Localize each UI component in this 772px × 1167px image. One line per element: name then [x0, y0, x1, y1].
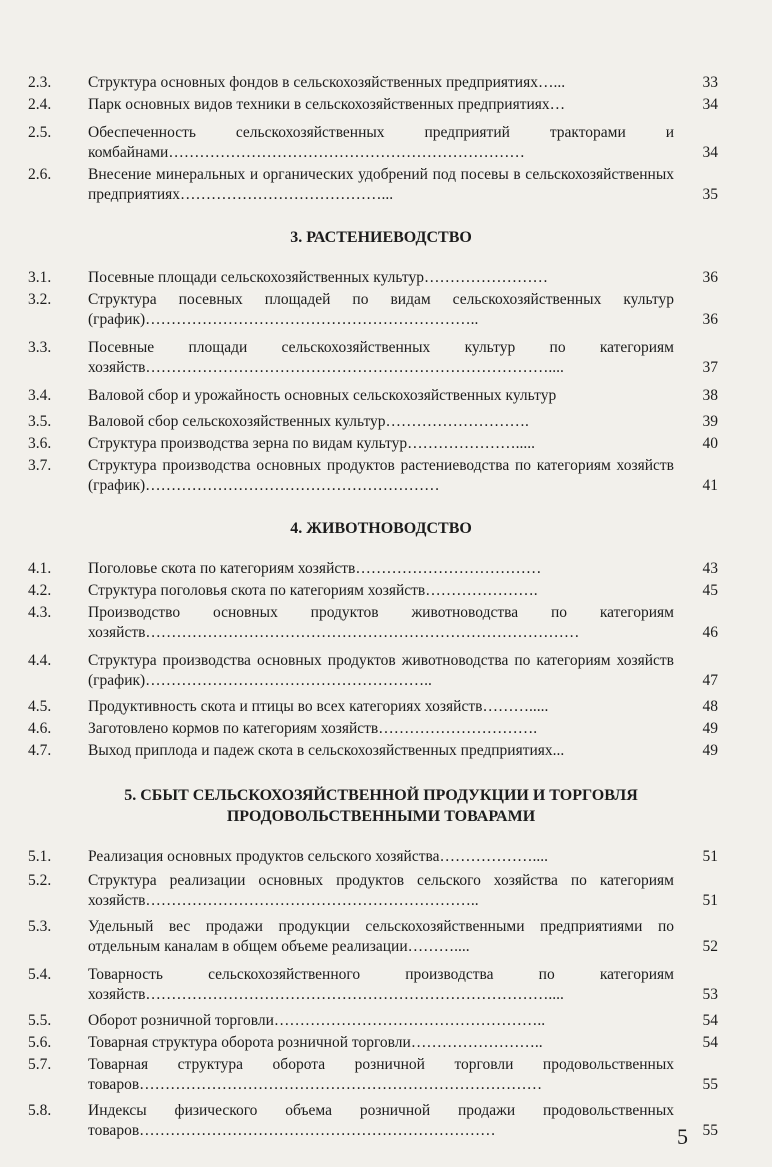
toc-entry-number: 3.2. [28, 291, 52, 308]
toc-entry[interactable] [28, 603, 718, 643]
toc-entry-title: Производство основных продуктов животноводства по категориям хозяйств………………………………………………………………………… [88, 604, 674, 641]
toc-entry-number: 3.4. [28, 387, 52, 404]
toc-entry-page: 52 [702, 938, 718, 955]
toc-entry-number: 5.6. [28, 1034, 52, 1051]
toc-entry-page: 55 [702, 1122, 718, 1139]
toc-entry-title: Структура поголовья скота по категориям хозяйств…………………. [88, 582, 538, 599]
toc-entry-page: 45 [702, 582, 718, 599]
toc-entry-page: 48 [702, 698, 718, 715]
toc-entry-number: 4.6. [28, 720, 52, 737]
toc-entry-page: 36 [702, 269, 718, 286]
toc-entry-page: 36 [702, 311, 718, 328]
toc-entry-title: Посевные площади сельскохозяйственных культур…………………… [88, 269, 548, 286]
toc-entry-page: 43 [702, 560, 718, 577]
toc-entry-number: 5.4. [28, 966, 52, 983]
toc-entry[interactable] [28, 268, 718, 288]
toc-entry-number: 3.3. [28, 339, 52, 356]
toc-entry-title: Валовой сбор сельскохозяйственных культур………………………. [88, 413, 529, 430]
toc-entry-page: 54 [702, 1012, 718, 1029]
toc-entry-title: Индексы физического объема розничной продажи продовольственных товаров…………………………………………………………… [88, 1102, 674, 1139]
toc-entry[interactable] [28, 123, 718, 163]
toc-entry-title: Удельный вес продажи продукции сельскохозяйственными предприятиями по отдельным каналам в общем объеме реализации……….... [88, 918, 674, 955]
toc-entry[interactable] [28, 697, 718, 717]
toc-entry-page: 33 [702, 74, 718, 91]
toc-entry[interactable] [28, 965, 718, 1005]
toc-entry-page: 49 [702, 720, 718, 737]
toc-entry[interactable] [28, 559, 718, 579]
page-number: 5 [677, 1124, 688, 1149]
toc-entry-number: 2.4. [28, 96, 52, 113]
toc-entry-page: 46 [702, 624, 718, 641]
toc-entry-number: 3.6. [28, 435, 52, 452]
toc-entry[interactable] [28, 719, 718, 739]
toc-entry-page: 34 [702, 96, 718, 113]
toc-entry[interactable] [28, 412, 718, 432]
toc-entry-title: Валовой сбор и урожайность основных сельскохозяйственных культур [88, 387, 557, 404]
toc-entry-number: 4.3. [28, 604, 52, 621]
toc-entry-number: 4.5. [28, 698, 52, 715]
toc-entry[interactable] [28, 871, 718, 911]
toc-entry-page: 37 [702, 359, 718, 376]
toc-entry-title: Товарная структура оборота розничной торговли…………………….. [88, 1034, 543, 1051]
toc-entry-title: Продуктивность скота и птицы во всех категориях хозяйств………..... [88, 698, 549, 715]
toc-entry[interactable] [28, 1055, 718, 1095]
toc-entry-number: 4.1. [28, 560, 52, 577]
toc-entry-number: 5.8. [28, 1102, 52, 1119]
toc-entry-page: 47 [702, 672, 718, 689]
toc-entry-page: 53 [702, 986, 718, 1003]
toc-entry[interactable] [28, 456, 718, 496]
toc-entry-number: 5.7. [28, 1056, 52, 1073]
toc-entry[interactable] [28, 847, 718, 867]
toc-entry[interactable] [28, 1101, 718, 1141]
section-heading: 4. ЖИВОТНОВОДСТВО [290, 520, 472, 537]
toc-entry[interactable] [28, 741, 718, 761]
toc-entry[interactable] [28, 165, 718, 205]
toc-entry-number: 3.5. [28, 413, 52, 430]
toc-entry[interactable] [28, 386, 718, 406]
toc-entry[interactable] [28, 434, 718, 454]
toc-entry-number: 3.1. [28, 269, 52, 286]
toc-entry-title: Структура производства основных продуктов растениеводства по категориям хозяйств (график)………………………………………………… [88, 457, 674, 494]
toc-entry-number: 5.5. [28, 1012, 52, 1029]
toc-entry-page: 54 [702, 1034, 718, 1051]
toc-entry-title: Оборот розничной торговли…………………………………………….. [88, 1012, 546, 1029]
toc-entry-page: 34 [702, 144, 718, 161]
toc-entry-page: 35 [702, 186, 718, 203]
toc-entry-title: Структура производства зерна по видам культур…………………..... [88, 435, 536, 452]
toc-entry-number: 5.3. [28, 918, 52, 935]
toc-entry-title: Реализация основных продуктов сельского хозяйства……………….... [88, 848, 548, 865]
toc-entry-number: 2.5. [28, 124, 52, 141]
section-heading: 3. РАСТЕНИЕВОДСТВО [290, 229, 472, 246]
toc-entry-page: 41 [702, 477, 718, 494]
toc-entry[interactable] [28, 1033, 718, 1053]
table-of-contents [28, 73, 718, 1141]
toc-entry-title: Посевные площади сельскохозяйственных культур по категориям хозяйств…………………………………………………………………….... [88, 339, 674, 376]
toc-entry-number: 5.2. [28, 872, 52, 889]
toc-entry-number: 4.2. [28, 582, 52, 599]
toc-entry-title: Структура основных фондов в сельскохозяйственных предприятиях…... [88, 74, 566, 91]
toc-entry[interactable] [28, 290, 718, 330]
toc-entry-page: 51 [702, 892, 718, 909]
toc-entry-title: Парк основных видов техники в сельскохозяйственных предприятиях… [88, 96, 566, 113]
toc-entry-title: Выход приплода и падеж скота в сельскохозяйственных предприятиях... [88, 742, 565, 759]
toc-entry-title: Структура производства основных продуктов животноводства по категориям хозяйств (график)……………………………………………….. [88, 652, 674, 689]
toc-entry-number: 2.3. [28, 74, 52, 91]
toc-entry-number: 4.7. [28, 742, 52, 759]
toc-entry-title: Внесение минеральных и органических удобрений под посевы в сельскохозяйственных предприятиях…………………………………... [88, 166, 674, 203]
toc-entry-page: 49 [702, 742, 718, 759]
toc-entry-number: 3.7. [28, 457, 52, 474]
toc-entry[interactable] [28, 95, 718, 115]
toc-entry-title: Структура реализации основных продуктов сельского хозяйства по категориям хозяйств……………………………………………………….. [88, 872, 674, 909]
toc-entry-page: 39 [702, 413, 718, 430]
toc-entry-title: Товарность сельскохозяйственного производства по категориям хозяйств…………………………………………………………………….... [88, 966, 674, 1003]
toc-entry[interactable] [28, 917, 718, 957]
toc-entry-page: 51 [702, 848, 718, 865]
toc-entry[interactable] [28, 73, 718, 93]
toc-entry-title: Обеспеченность сельскохозяйственных предприятий тракторами и комбайнами…………………………………………………………… [88, 124, 674, 161]
toc-entry-number: 5.1. [28, 848, 52, 865]
toc-entry-title: Товарная структура оборота розничной торговли продовольственных товаров…………………………………………………………………… [88, 1056, 674, 1093]
section-heading: 5. СБЫТ СЕЛЬСКОХОЗЯЙСТВЕННОЙ ПРОДУКЦИИ И ТОРГОВЛЯ ПРОДОВОЛЬСТВЕННЫМИ ТОВАРАМИ [124, 787, 638, 825]
toc-entry-page: 38 [702, 387, 718, 404]
toc-entry[interactable] [28, 1011, 718, 1031]
toc-entry[interactable] [28, 581, 718, 601]
toc-entry-number: 2.6. [28, 166, 52, 183]
toc-entry-title: Заготовлено кормов по категориям хозяйств…………………………. [88, 720, 538, 737]
toc-entry[interactable] [28, 338, 718, 378]
toc-entry-title: Структура посевных площадей по видам сельскохозяйственных культур (график)……………………………………………………….. [88, 291, 674, 328]
toc-entry-title: Поголовье скота по категориям хозяйств……………………………… [88, 560, 542, 577]
toc-entry-page: 40 [702, 435, 718, 452]
toc-entry[interactable] [28, 651, 718, 691]
toc-entry-page: 55 [702, 1076, 718, 1093]
toc-entry-number: 4.4. [28, 652, 52, 669]
